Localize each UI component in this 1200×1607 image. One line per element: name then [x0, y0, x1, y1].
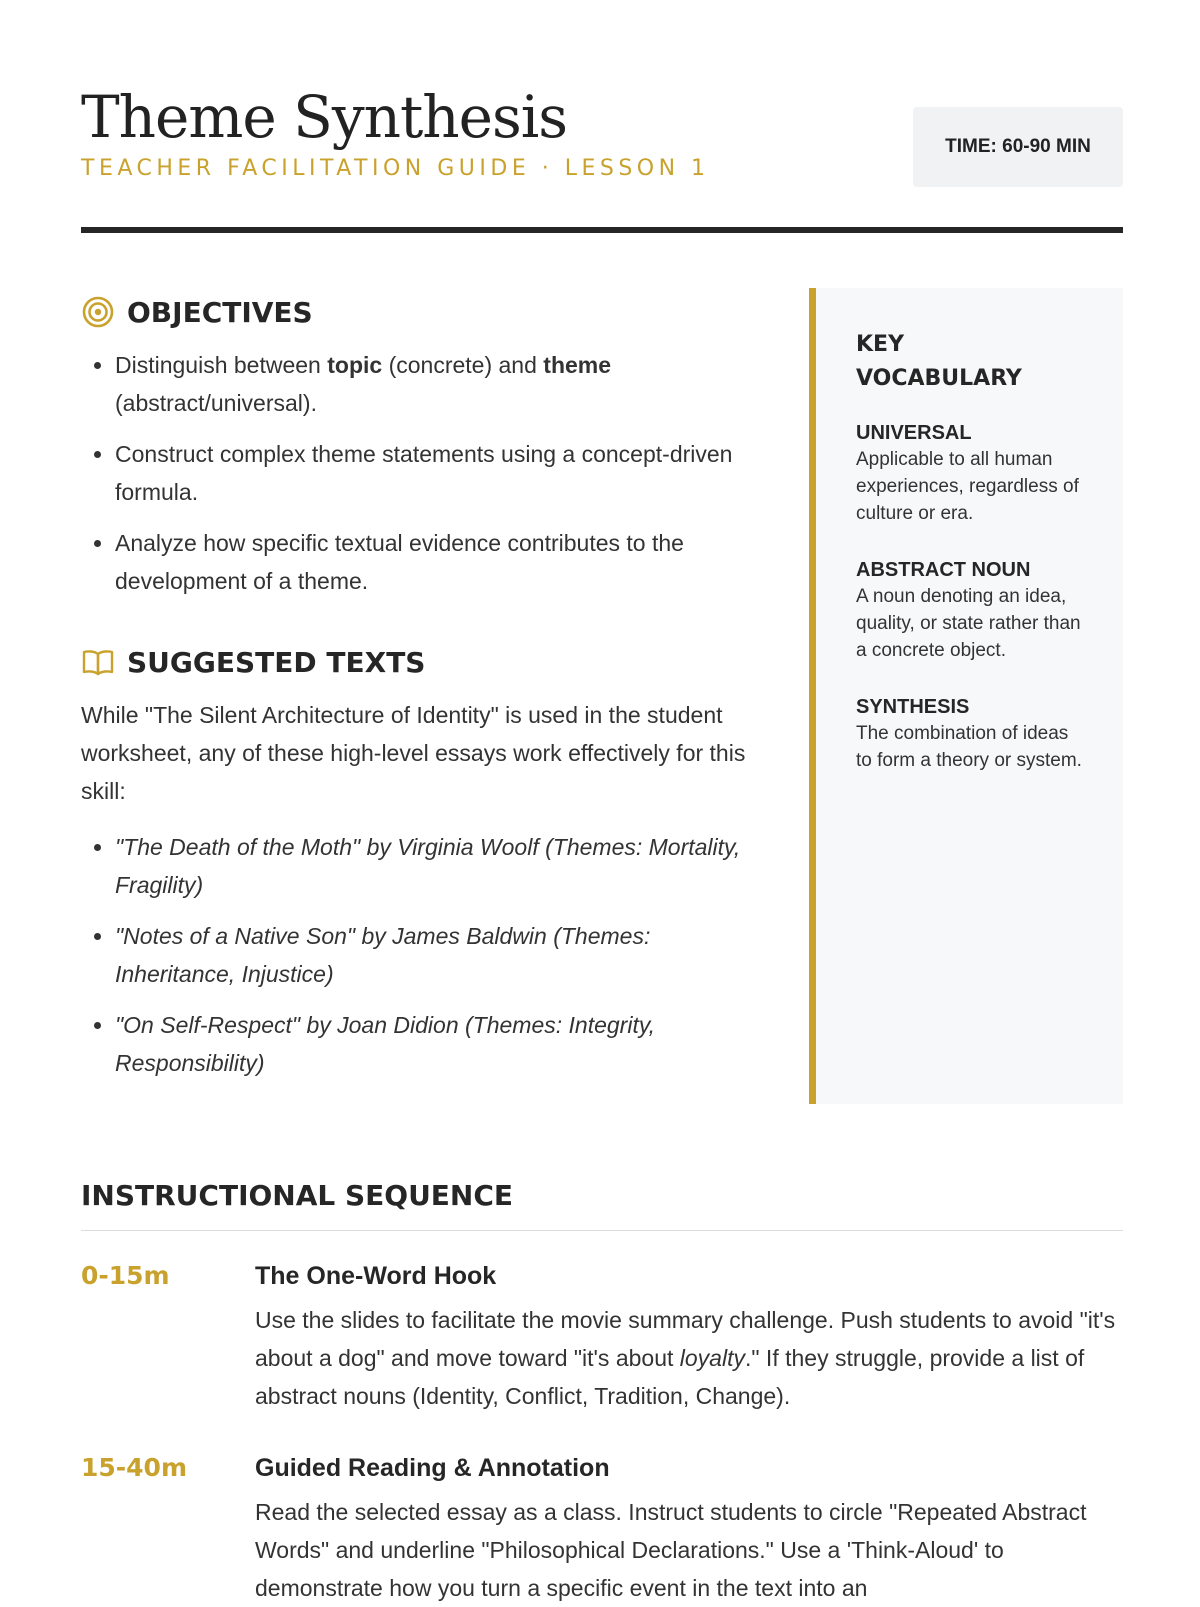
step-title: The One-Word Hook	[255, 1262, 497, 1290]
suggested-texts-heading: SUGGESTED TEXTS	[127, 645, 426, 679]
step-description: Read the selected essay as a class. Instruct students to circle "Repeated Abstract Words" and underline "Philosophical Declarations." Use a 'Think-Aloud' to demonstrate how you turn a specific event in the text into an	[255, 1499, 1087, 1601]
open-book-icon	[81, 645, 115, 679]
step-title: Guided Reading & Annotation	[255, 1454, 610, 1482]
sequence-divider	[81, 1230, 1123, 1231]
step-body	[255, 1451, 1123, 1607]
vocab-term: UNIVERSAL	[856, 422, 972, 444]
suggested-text-item: • "On Self-Respect" by Joan Didion (Themes: Integrity, Responsibility)	[115, 1006, 761, 1082]
step-time: 15-40m	[81, 1453, 188, 1482]
suggested-texts-intro: While "The Silent Architecture of Identity" is used in the student worksheet, any of these high-level essays work effectively for this skill:	[81, 702, 746, 804]
suggested-text-item: • "The Death of the Moth" by Virginia Woolf (Themes: Mortality, Fragility)	[115, 828, 761, 904]
target-icon	[81, 295, 115, 329]
sequence-heading: INSTRUCTIONAL SEQUENCE	[81, 1179, 514, 1212]
vocabulary-heading: KEY VOCABULARY	[856, 332, 1022, 391]
objective-item: • Distinguish between topic (concrete) and theme (abstract/universal).	[115, 346, 761, 422]
vocab-definition: Applicable to all human experiences, regardless of culture or era.	[856, 449, 1079, 524]
objectives-header	[81, 288, 761, 336]
page-title: Theme Synthesis	[81, 83, 568, 151]
header-divider	[81, 227, 1123, 233]
vocab-definition: A noun denoting an idea, quality, or state rather than a concrete object.	[856, 586, 1081, 661]
sequence-step	[81, 1259, 1123, 1415]
time-badge: TIME: 60-90 MIN	[913, 107, 1123, 187]
vocab-term: ABSTRACT NOUN	[856, 559, 1031, 581]
objective-item: • Construct complex theme statements using a concept-driven formula.	[115, 435, 761, 511]
vocabulary-sidebar	[809, 288, 1123, 1104]
objective-item: • Analyze how specific textual evidence contributes to the development of a theme.	[115, 524, 761, 600]
step-description: Use the slides to facilitate the movie summary challenge. Push students to avoid "it's about a dog" and move toward "it's about loyalty." If they struggle, provide a list of abstract nouns (Identity, Conflict, Tradition, Change).	[255, 1307, 1116, 1409]
instructional-sequence	[81, 1172, 1123, 1607]
main-column	[81, 288, 761, 1095]
suggested-texts-list	[81, 828, 761, 1082]
sequence-step	[81, 1451, 1123, 1607]
page-header	[81, 80, 1123, 232]
vocab-definition: The combination of ideas to form a theory or system.	[856, 723, 1082, 771]
vocab-term: SYNTHESIS	[856, 696, 970, 718]
suggested-text-item: • "Notes of a Native Son" by James Baldwin (Themes: Inheritance, Injustice)	[115, 917, 761, 993]
step-body	[255, 1259, 1123, 1415]
objectives-list	[81, 346, 761, 600]
suggested-texts-header	[81, 638, 761, 686]
step-time: 0-15m	[81, 1261, 170, 1290]
page-subtitle: TEACHER FACILITATION GUIDE · LESSON 1	[81, 156, 710, 181]
objectives-heading: OBJECTIVES	[127, 295, 313, 329]
